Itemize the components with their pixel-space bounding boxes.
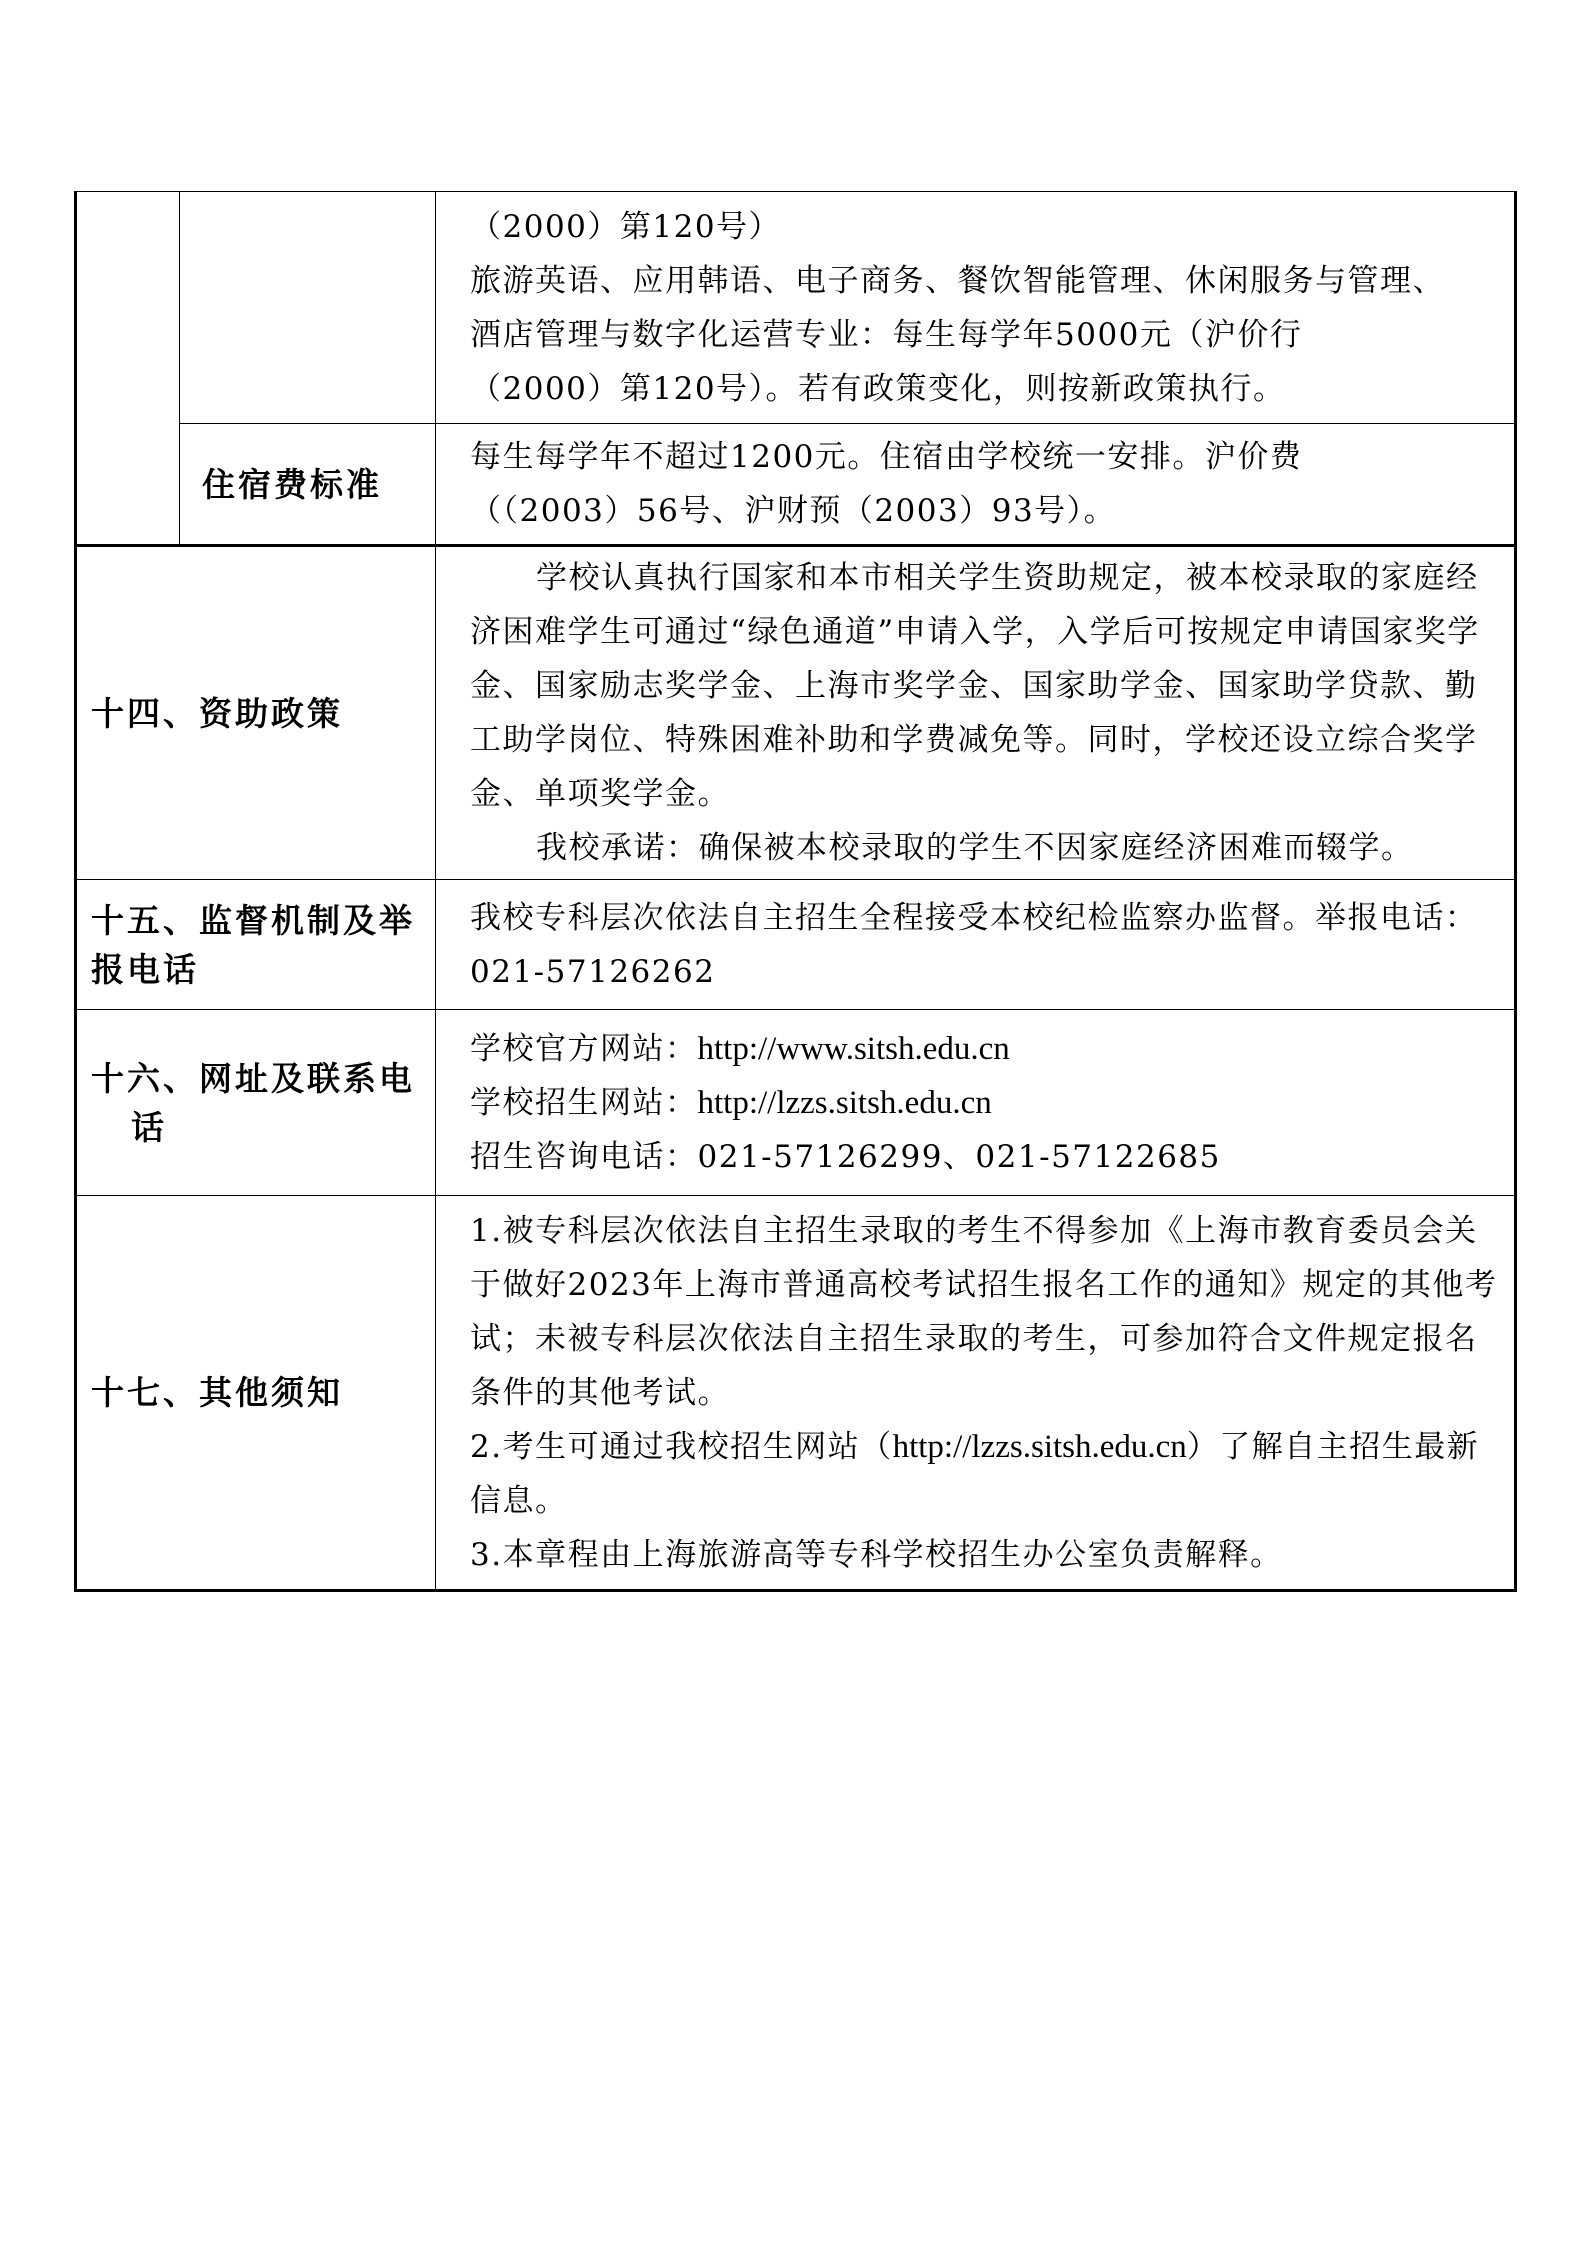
section-16-row [76,1010,1516,1196]
section-15-content [436,880,1516,1010]
tuition-label-cell [180,192,436,424]
phone-numbers: 021-57126299、021-57122685 [697,1138,1221,1175]
accommodation-line: （（2003）56号、沪财预（2003）93号）。 [470,493,1117,529]
accommodation-row [76,424,1516,546]
section-15-label: 十五、监督机制及举报电话 [76,880,436,1010]
official-website-label: 学校官方网站： [470,1030,698,1067]
notice-item-1: 1.被专科层次依法自主招生录取的考生不得参加《上海市教育委员会关于做好2023年上海市普通高校考试招生报名工作的通知》规定的其他考试；未被专科层次依法自主招生录取的考生，可参加符合文件规定报名条件的其他考试。 [470,1212,1498,1411]
section-16-label-line: 话 [131,1107,167,1147]
aid-commitment-paragraph: 我校承诺：确保被本校录取的学生不因家庭经济困难而辍学。 [536,830,1414,866]
section-16-content [436,1010,1516,1196]
phone-line [470,1130,1498,1184]
official-website-line [470,1022,1498,1076]
phone-label: 招生咨询电话： [470,1138,698,1175]
supervision-text: 我校专科层次依法自主招生全程接受本校纪检监察办监督。举报电话：021-57126262 [470,899,1478,990]
tuition-content-cell [436,192,1516,424]
admission-website-link[interactable]: http://lzzs.sitsh.edu.cn [697,1084,992,1121]
section-16-label [76,1010,436,1196]
tuition-line: 旅游英语、应用韩语、电子商务、餐饮智能管理、休闲服务与管理、 [470,262,1445,299]
admission-charter-table [74,191,1517,1592]
tuition-line: （2000）第120号）。若有政策变化，则按新政策执行。 [470,370,1286,407]
tuition-line: （2000）第120号） [470,208,782,245]
official-website-link[interactable]: http://www.sitsh.edu.cn [697,1030,1010,1067]
section-16-label-line: 十六、网址及联系电 [91,1058,415,1098]
section-17-label: 十七、其他须知 [76,1196,436,1591]
aid-policy-paragraph: 学校认真执行国家和本市相关学生资助规定，被本校录取的家庭经济困难学生可通过“绿色通道”申请入学，入学后可按规定申请国家奖学金、国家励志奖学金、上海市奖学金、国家助学金、国家助学贷款、勤工助学岗位、特殊困难补助和学费减免等。同时，学校还设立综合奖学金、单项奖学金。 [470,560,1480,812]
section-14-row [76,546,1516,880]
section-14-content [436,546,1516,880]
section-15-row [76,880,1516,1010]
tuition-line: 酒店管理与数字化运营专业：每生每学年5000元（沪价行 [470,316,1303,353]
section-17-row [76,1196,1516,1591]
notice-item-2-suffix: ）了解自主招生最新信息。 [470,1428,1480,1519]
section-17-content [436,1196,1516,1591]
accommodation-line: 每生每学年不超过1200元。住宿由学校统一安排。沪价费 [470,439,1303,475]
admission-website-line [470,1076,1498,1130]
notice-item-3: 3.本章程由上海旅游高等专科学校招生办公室负责解释。 [470,1536,1283,1573]
tuition-row [76,192,1516,424]
notice-item-2-prefix: 2.考生可通过我校招生网站（ [470,1428,893,1465]
accommodation-content-cell [436,424,1516,546]
notice-item-2 [470,1420,1498,1528]
notice-item-2-link[interactable]: http://lzzs.sitsh.edu.cn [892,1428,1187,1465]
accommodation-label: 住宿费标准 [180,424,436,546]
admission-website-label: 学校招生网站： [470,1084,698,1121]
section-number-cell [76,192,180,546]
section-14-label: 十四、资助政策 [76,546,436,880]
